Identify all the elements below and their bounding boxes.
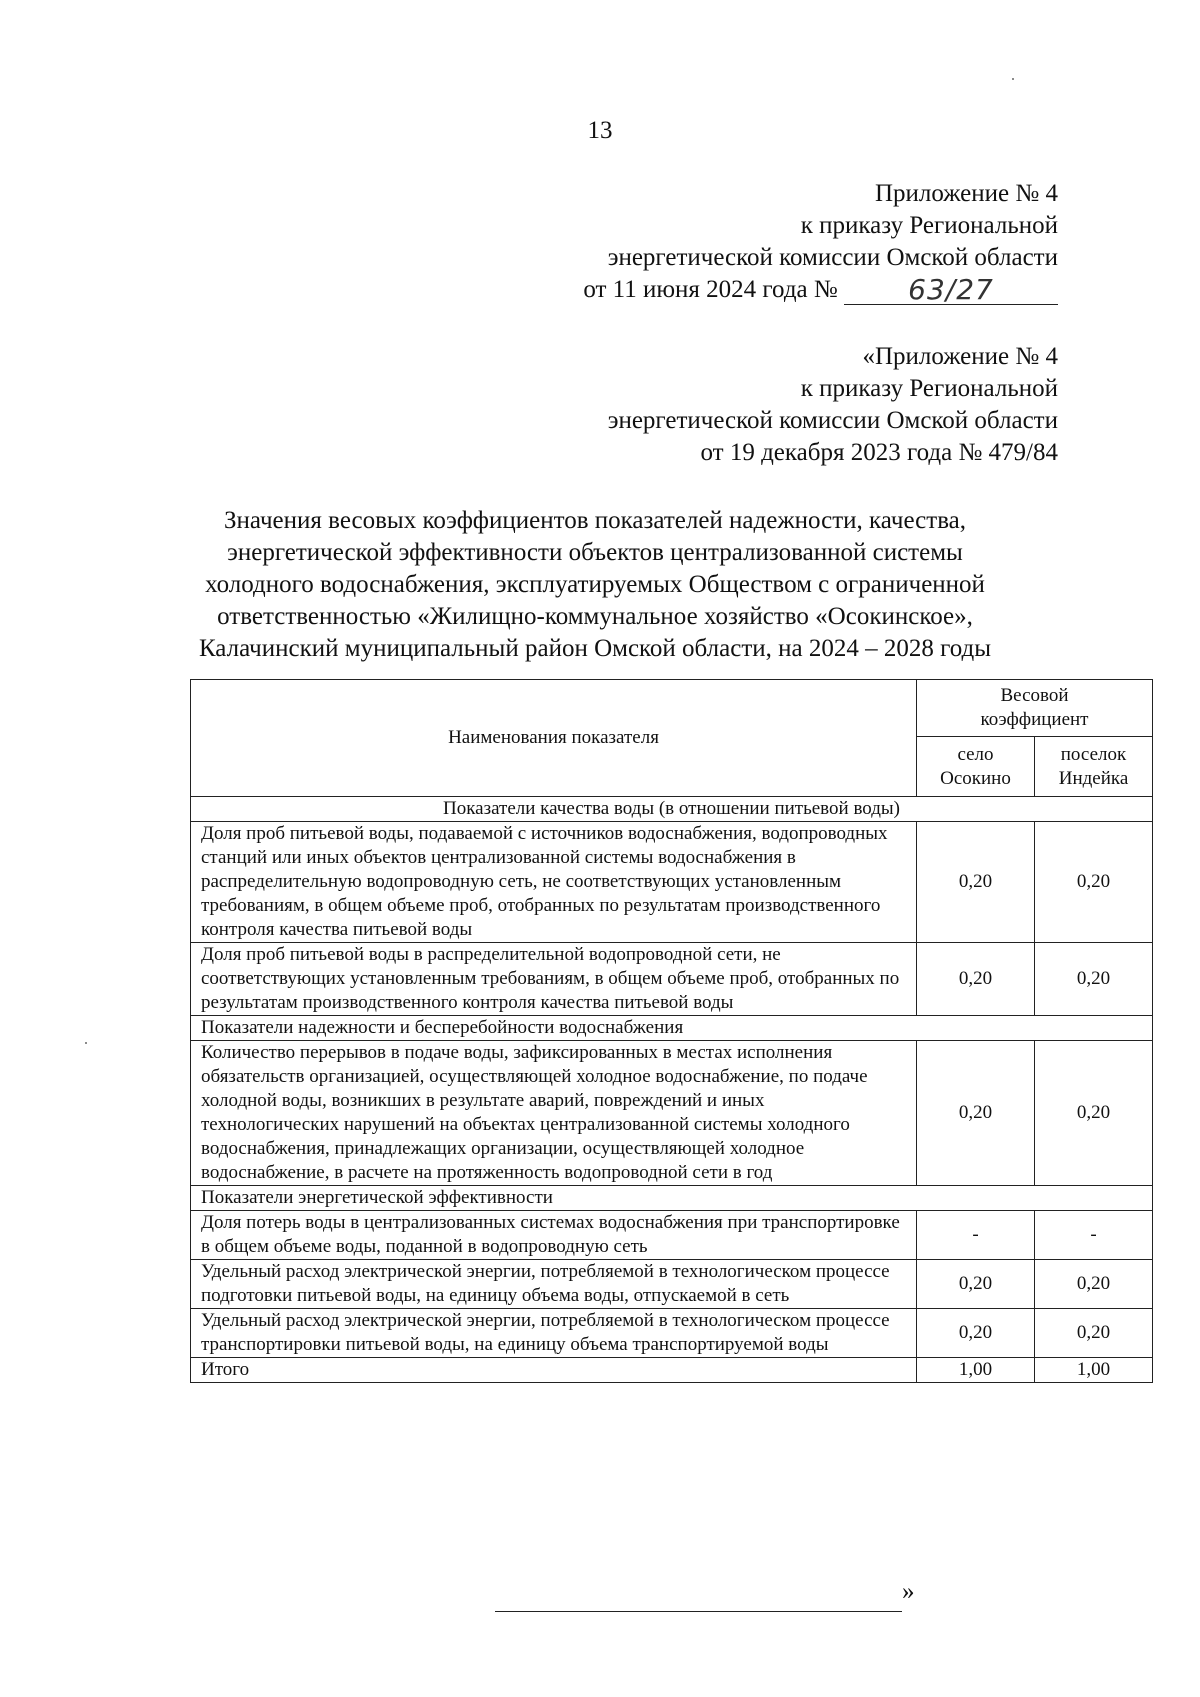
section-water-quality: Показатели качества воды (в отношении питьевой воды) — [191, 797, 1153, 822]
total-row — [191, 1358, 1153, 1383]
appendix-original-header — [608, 341, 1058, 469]
closing-quote: » — [902, 1578, 915, 1605]
appendix-date: от 11 июня 2024 года № — [583, 276, 838, 303]
title-line: холодного водоснабжения, эксплуатируемых Обществом с ограниченной — [205, 571, 985, 598]
scan-speck — [1012, 78, 1014, 80]
section-reliability: Показатели надежности и бесперебойности водоснабжения — [191, 1016, 1153, 1041]
table-row — [191, 943, 1153, 1016]
page-number: 13 — [587, 117, 613, 144]
total-indeyka: 1,00 — [1035, 1358, 1153, 1383]
title-line: Значения весовых коэффициентов показателей надежности, качества, — [223, 507, 967, 534]
title-line: Калачинский муниципальный район Омской области, на 2024 – 2028 годы — [198, 635, 992, 662]
indicator-name: Удельный расход электрической энергии, потребляемой в технологическом процессе транспортировки питьевой воды, на единицу объема транспортируемой воды — [191, 1309, 917, 1358]
table-header-row — [191, 680, 1153, 737]
appendix-date-line — [583, 274, 1058, 306]
header-col-osokino: село Осокино — [917, 737, 1035, 797]
title-line: ответственностью «Жилищно-коммунальное хозяйство «Осокинское», — [217, 603, 973, 630]
appendix-order-ref: к приказу Региональной — [800, 212, 1058, 239]
table-row — [191, 1041, 1153, 1186]
indicator-name: Доля проб питьевой воды, подаваемой с источников водоснабжения, водопроводных станций или иных объектов централизованной системы водоснабжения в распределительную водопроводную сеть, не соответствующих установленным требованиям, в общем объеме проб, отобранных по результатам производственного контроля качества питьевой воды — [191, 822, 917, 943]
value-osokino: 0,20 — [917, 1309, 1035, 1358]
value-osokino: 0,20 — [917, 1260, 1035, 1309]
appendix-original-date: от 19 декабря 2023 года № 479/84 — [700, 439, 1058, 466]
section-row — [191, 1186, 1153, 1211]
value-osokino: - — [917, 1211, 1035, 1260]
indicator-name: Доля проб питьевой воды в распределительной водопроводной сети, не соответствующих установленным требованиям, в общем объеме проб, отобранных по результатам производственного контроля качества питьевой воды — [191, 943, 917, 1016]
indicator-name: Количество перерывов в подаче воды, зафиксированных в местах исполнения обязательств организацией, осуществляющей холодное водоснабжение, по подаче холодной воды, возникших в результате аварий, повреждений и иных технологических нарушений на объектах централизованной системы холодного водоснабжения, принадлежащих организации, осуществляющей холодное водоснабжение, в расчете на протяженность водопроводной сети в год — [191, 1041, 917, 1186]
section-energy-efficiency: Показатели энергетической эффективности — [191, 1186, 1153, 1211]
table-row — [191, 1309, 1153, 1358]
value-osokino: 0,20 — [917, 943, 1035, 1016]
appendix-original-authority: энергетической комиссии Омской области — [607, 407, 1058, 434]
value-indeyka: 0,20 — [1035, 943, 1153, 1016]
document-title — [150, 505, 1040, 665]
total-label: Итого — [191, 1358, 917, 1383]
appendix-header — [583, 178, 1058, 306]
header-weight: Весовой коэффициент — [917, 680, 1153, 737]
appendix-original-title: «Приложение № 4 — [862, 343, 1058, 370]
appendix-title: Приложение № 4 — [874, 180, 1058, 207]
value-osokino: 0,20 — [917, 822, 1035, 943]
title-line: энергетической эффективности объектов централизованной системы — [227, 539, 963, 566]
handwritten-order-number: 63/27 — [844, 276, 1058, 305]
table-row — [191, 1260, 1153, 1309]
total-osokino: 1,00 — [917, 1358, 1035, 1383]
coefficients-table — [190, 679, 1153, 1383]
appendix-authority: энергетической комиссии Омской области — [607, 244, 1058, 271]
value-osokino: 0,20 — [917, 1041, 1035, 1186]
header-indicator-name: Наименования показателя — [191, 680, 917, 797]
appendix-original-order-ref: к приказу Региональной — [800, 375, 1058, 402]
value-indeyka: 0,20 — [1035, 1260, 1153, 1309]
header-col-indeyka: поселок Индейка — [1035, 737, 1153, 797]
section-row — [191, 1016, 1153, 1041]
indicator-name: Доля потерь воды в централизованных системах водоснабжения при транспортировке в общем объеме воды, поданной в водопроводную сеть — [191, 1211, 917, 1260]
scan-speck — [85, 1042, 87, 1044]
section-row — [191, 797, 1153, 822]
value-indeyka: - — [1035, 1211, 1153, 1260]
table-row — [191, 822, 1153, 943]
value-indeyka: 0,20 — [1035, 822, 1153, 943]
indicator-name: Удельный расход электрической энергии, потребляемой в технологическом процессе подготовки питьевой воды, на единицу объема воды, отпускаемой в сеть — [191, 1260, 917, 1309]
closing-line — [495, 1585, 902, 1612]
value-indeyka: 0,20 — [1035, 1309, 1153, 1358]
value-indeyka: 0,20 — [1035, 1041, 1153, 1186]
table-row — [191, 1211, 1153, 1260]
